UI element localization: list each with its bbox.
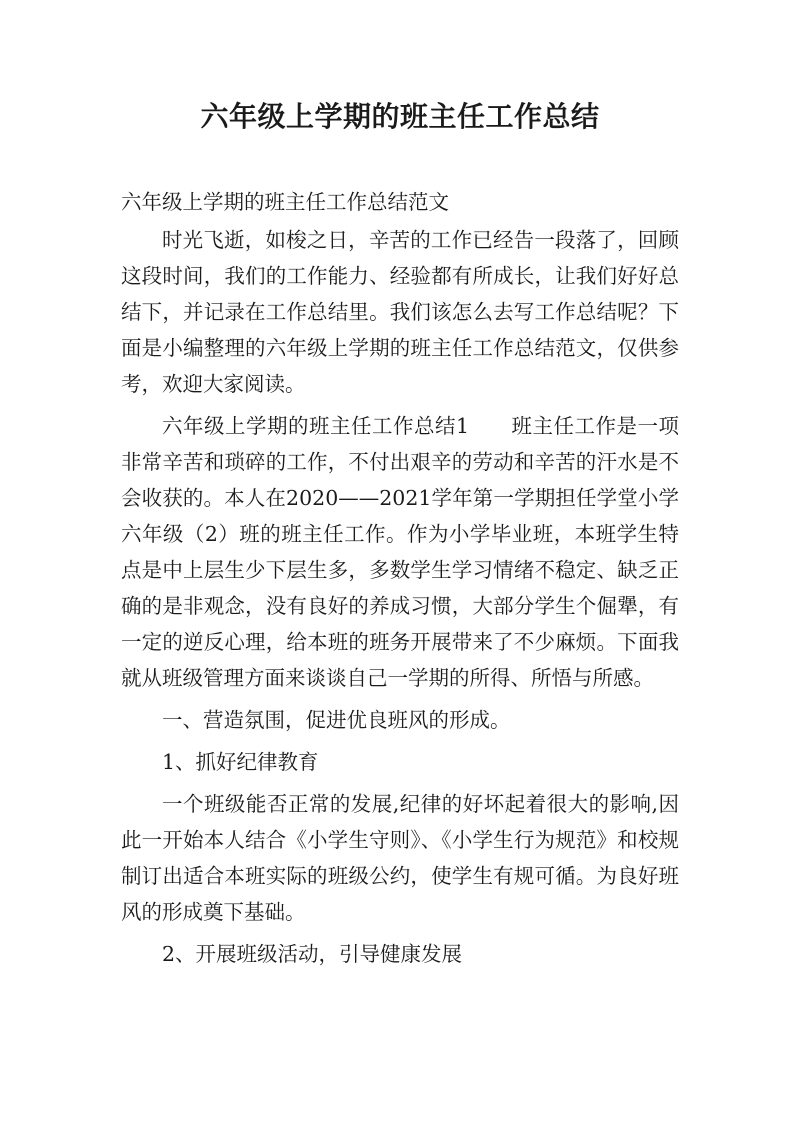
discipline-paragraph: 一个班级能否正常的发展,纪律的好坏起着很大的影响,因此一开始本人结合《小学生守则》、《小学生行为规范》和校规制订出适合本班实际的班级公约，使学生有规可循。为良好班风的形成奠下基础。	[121, 792, 679, 924]
subsection-heading-1: 1、抓好纪律教育	[162, 750, 319, 774]
document-title: 六年级上学期的班主任工作总结	[200, 100, 600, 133]
summary-1-paragraph: 六年级上学期的班主任工作总结1 班主任工作是一项非常辛苦和琐碎的工作，不付出艰辛的劳动和辛苦的汗水是不会收获的。本人在2020——2021学年第一学期担任学堂小学六年级（2）班的班主任工作。作为小学毕业班，本班学生特点是中上层生少下层生多，多数学生学习情绪不稳定、缺乏正确的是非观念，没有良好的养成习惯，大部分学生个倔犟，有一定的逆反心理，给本班的班务开展带来了不少麻烦。下面我就从班级管理方面来谈谈自己一学期的所得、所悟与所感。	[121, 414, 679, 690]
subtitle-paragraph: 六年级上学期的班主任工作总结范文	[121, 190, 449, 214]
document-body	[121, 184, 679, 978]
intro-paragraph: 时光飞逝，如梭之日，辛苦的工作已经告一段落了，回顾这段时间，我们的工作能力、经验都有所成长，让我们好好总结下，并记录在工作总结里。我们该怎么去写工作总结呢？下面是小编整理的六年级上学期的班主任工作总结范文，仅供参考，欢迎大家阅读。	[121, 228, 679, 396]
subsection-heading-2: 2、开展班级活动，引导健康发展	[162, 942, 463, 966]
section-heading-1: 一、营造氛围，促进优良班风的形成。	[162, 708, 511, 732]
